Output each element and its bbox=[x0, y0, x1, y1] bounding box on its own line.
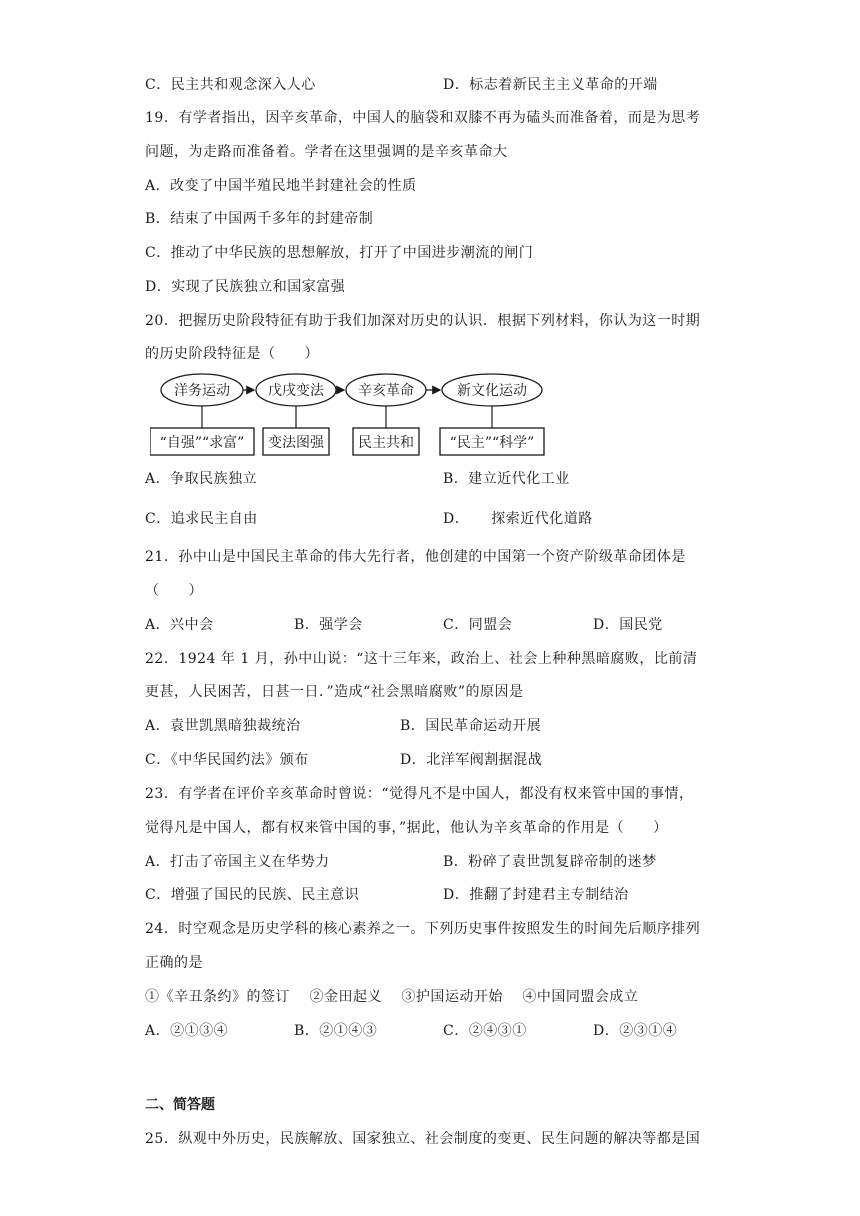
q19-option-d: D．实现了民族独立和国家富强 bbox=[145, 279, 346, 295]
q18-option-d: D．标志着新民主主义革命的开端 bbox=[443, 77, 658, 93]
q19-option-c: C．推动了中华民族的思想解放，打开了中国进步潮流的闸门 bbox=[145, 245, 534, 261]
q23-stem-line-1: 23．有学者在评价辛亥革命时曾说：“觉得凡不是中国人，都没有权来管中国的事情， bbox=[145, 786, 694, 802]
q19-stem-line-1: 19．有学者指出，因辛亥革命，中国人的脑袋和双膝不再为磕头而准备着，而是为思考 bbox=[145, 110, 701, 126]
q22-option-b: B．国民革命运动开展 bbox=[400, 718, 542, 734]
q21-stem-line-1: 21．孙中山是中国民主革命的伟大先行者，他创建的中国第一个资产阶级革命团体是 bbox=[145, 549, 686, 565]
q20-option-b: B．建立近代化工业 bbox=[443, 471, 570, 487]
q24-stem-line-1: 24．时空观念是历史学科的核心素养之一。下列历史事件按照发生的时间先后顺序排列 bbox=[145, 921, 701, 937]
q19-option-b: B．结束了中国两千多年的封建帝制 bbox=[145, 211, 374, 227]
q23-stem-line-2: 觉得凡是中国人，都有权来管中国的事，”据此，他认为辛亥革命的作用是（ ） bbox=[145, 820, 668, 836]
section-heading: 二、简答题 bbox=[145, 1097, 215, 1113]
q21-option-c: C．同盟会 bbox=[443, 617, 513, 633]
q23-option-d: D．推翻了封建君主专制结治 bbox=[443, 887, 629, 903]
q23-option-b: B．粉碎了袁世凯复辟帝制的迷梦 bbox=[443, 854, 657, 870]
q24-option-a: A．②①③④ bbox=[145, 1023, 229, 1039]
q23-option-c: C．增强了国民的民族、民主意识 bbox=[145, 887, 360, 903]
q25-stem-line-1: 25．纵观中外历史，民族解放、国家独立、社会制度的变更、民生问题的解决等都是国 bbox=[145, 1131, 701, 1147]
q24-option-d: D．②③①④ bbox=[593, 1023, 678, 1039]
q22-stem-line-2: 更甚，人民困苦，日甚一日．”造成“社会黑暗腐败”的原因是 bbox=[145, 684, 524, 700]
q24-stem-line-2: 正确的是 bbox=[145, 955, 203, 971]
q21-option-b: B．强学会 bbox=[294, 617, 363, 633]
slogan-label-4: “民主”“科学” bbox=[449, 435, 535, 451]
q21-option-d: D．国民党 bbox=[593, 617, 663, 633]
q22-option-a: A．袁世凯黑暗独裁统治 bbox=[145, 718, 301, 734]
q22-option-d: D．北洋军阀割据混战 bbox=[400, 752, 543, 768]
q23-option-a: A．打击了帝国主义在华势力 bbox=[145, 854, 330, 870]
q18-option-c: C．民主共和观念深入人心 bbox=[145, 77, 316, 93]
q20-option-a: A．争取民族独立 bbox=[145, 471, 258, 487]
q22-option-c: C．《中华民国约法》颁布 bbox=[145, 752, 309, 768]
slogan-label-2: 变法图强 bbox=[268, 435, 324, 451]
event-label-1: 洋务运动 bbox=[174, 383, 230, 399]
q24-event-list: ①《辛丑条约》的签订 ②金田起义 ③护国运动开始 ④中国同盟会成立 bbox=[145, 989, 639, 1005]
q20-stem-line-2: 的历史阶段特征是（ ） bbox=[145, 346, 319, 362]
q20-option-d: D． 探索近代化道路 bbox=[443, 511, 593, 527]
q21-option-a: A．兴中会 bbox=[145, 617, 214, 633]
q19-stem-line-2: 问题，为走路而准备着。学者在这里强调的是辛亥革命大 bbox=[145, 144, 508, 160]
slogan-label-1: “自强”“求富” bbox=[159, 435, 245, 451]
q22-stem-line-1: 22．1924 年 1 月，孙中山说：“这十三年来，政治上、社会上种种黑暗腐败，比前清 bbox=[145, 651, 698, 667]
q21-stem-line-2: （ ） bbox=[145, 583, 203, 599]
q20-flow-diagram bbox=[150, 370, 550, 460]
q24-option-b: B．②①④③ bbox=[294, 1023, 378, 1039]
q20-option-c: C．追求民主自由 bbox=[145, 511, 258, 527]
slogan-label-3: 民主共和 bbox=[358, 435, 414, 451]
q20-stem-line-1: 20．把握历史阶段特征有助于我们加深对历史的认识．根据下列材料，你认为这一时期 bbox=[145, 313, 701, 329]
q24-option-c: C．②④③① bbox=[443, 1023, 527, 1039]
event-label-2: 戊戌变法 bbox=[268, 383, 324, 399]
q19-option-a: A．改变了中国半殖民地半封建社会的性质 bbox=[145, 178, 417, 194]
event-label-3: 辛亥革命 bbox=[358, 383, 414, 399]
event-label-4: 新文化运动 bbox=[457, 383, 527, 399]
